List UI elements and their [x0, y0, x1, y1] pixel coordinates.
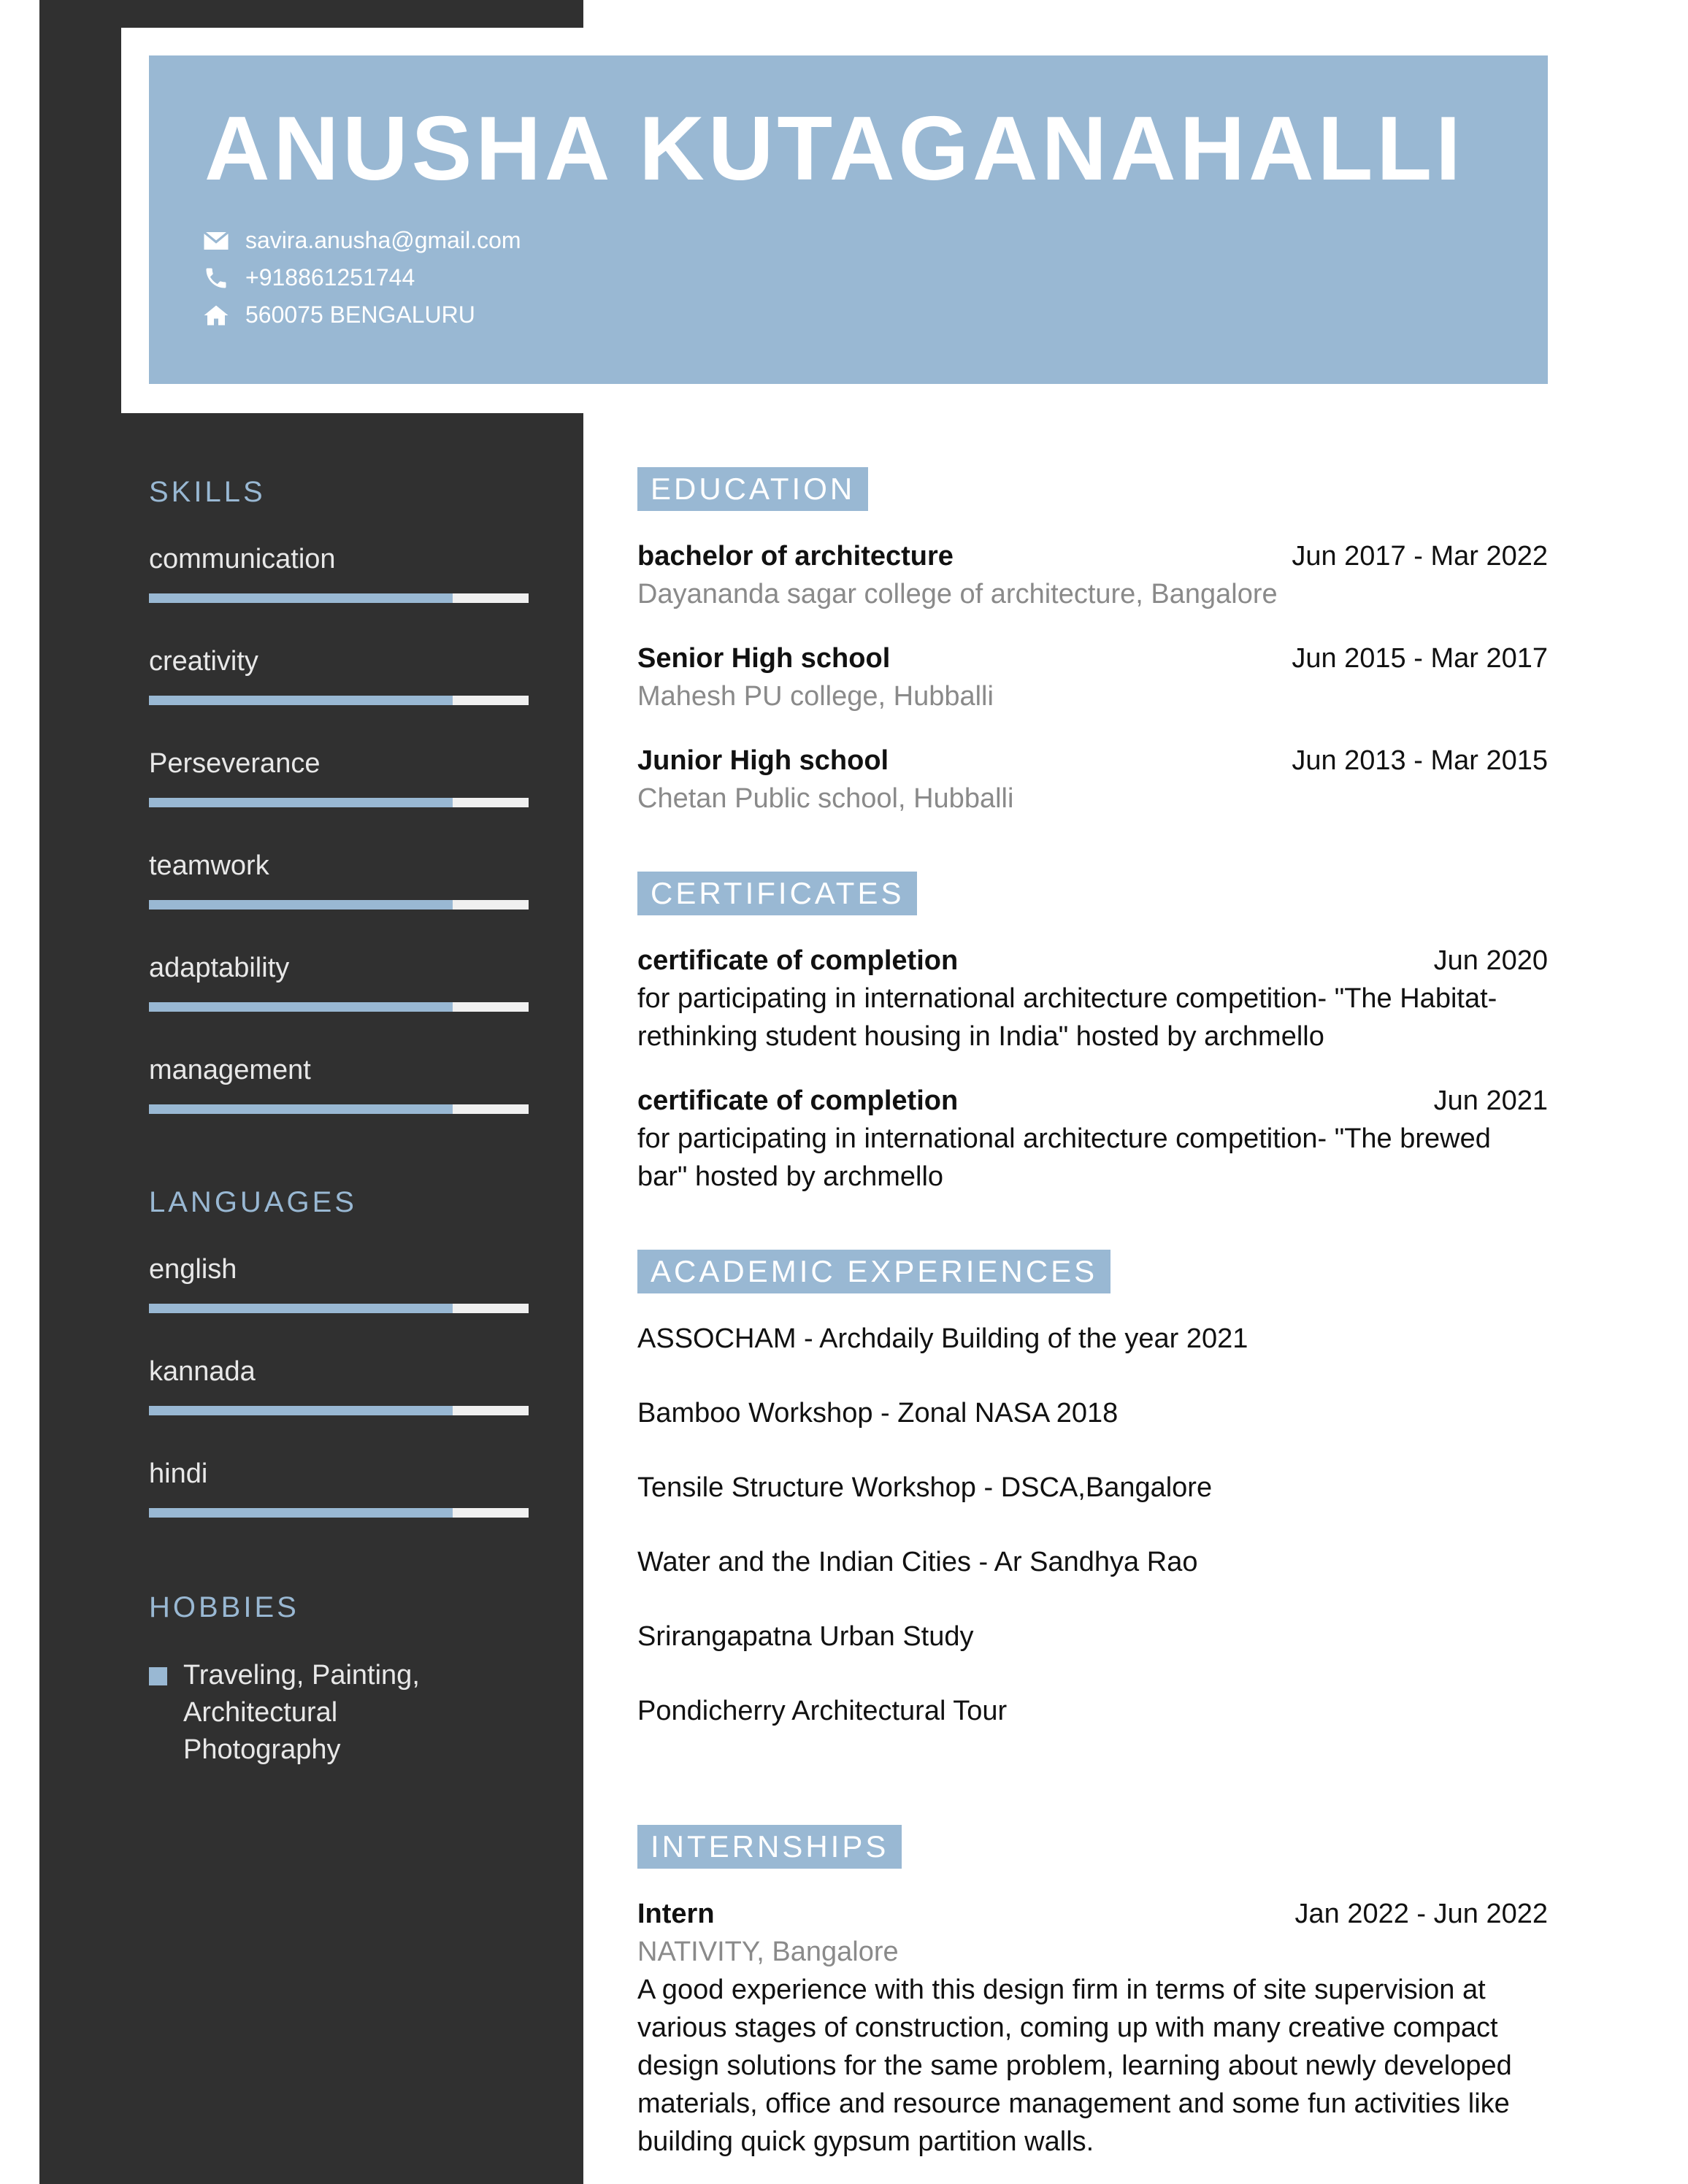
language-level-bar — [149, 1406, 529, 1415]
certificate-date: Jun 2020 — [1433, 945, 1548, 976]
envelope-icon — [203, 228, 229, 254]
skill-label: teamwork — [149, 850, 269, 881]
skill-item — [149, 1056, 529, 1158]
skill-label: management — [149, 1055, 311, 1085]
skill-level-bar — [149, 696, 529, 705]
skill-level-fill — [149, 593, 453, 603]
language-level-bar — [149, 1304, 529, 1313]
certificate-description: for participating in international architecture competition- "The Habitat-rethinking student housing in India" hosted by archmello — [637, 983, 1497, 1052]
academic-experience-item: Water and the Indian Cities - Ar Sandhya Rao — [637, 1547, 1198, 1577]
hobby-text: Traveling, Painting, Architectural Photography — [183, 1660, 420, 1765]
education-title: bachelor of architecture — [637, 541, 954, 572]
contact-address: 560075 BENGALURU — [245, 301, 475, 328]
language-item — [149, 1358, 529, 1460]
language-item — [149, 1460, 529, 1562]
academic-experience-item: Pondicherry Architectural Tour — [637, 1696, 1008, 1726]
candidate-name: ANUSHA KUTAGANAHALLI — [204, 99, 1465, 199]
contact-phone[interactable]: +918861251744 — [245, 264, 415, 291]
education-institution: Dayananda sagar college of architecture, Bangalore — [637, 579, 1278, 610]
education-entry — [637, 742, 1548, 818]
internship-title: Intern — [637, 1899, 715, 1929]
education-date: Jun 2015 - Mar 2017 — [1292, 643, 1548, 674]
skill-item — [149, 545, 529, 647]
skill-level-fill — [149, 1104, 453, 1114]
skill-level-fill — [149, 798, 453, 807]
internship-description: A good experience with this design firm in terms of site supervision at various stages of construction, coming up with many creative compact design solutions for the same problem, learning about newly developed materials, office and resource management and some fun activities like building quick gypsum partition walls. — [637, 1975, 1512, 2157]
skill-item — [149, 647, 529, 750]
language-level-fill — [149, 1508, 453, 1518]
academic-experiences-heading: ACADEMIC EXPERIENCES — [637, 1250, 1110, 1293]
skill-item — [149, 750, 529, 852]
certificate-entry — [637, 1082, 1548, 1196]
skill-level-bar — [149, 1002, 529, 1012]
hobbies-section — [149, 1593, 529, 1769]
skill-level-bar — [149, 798, 529, 807]
language-label: english — [149, 1254, 237, 1285]
contact-phone-row — [203, 259, 521, 296]
certificates-heading: CERTIFICATES — [637, 872, 917, 915]
certificate-date: Jun 2021 — [1433, 1085, 1548, 1116]
education-entry — [637, 639, 1548, 715]
education-date: Jun 2017 - Mar 2022 — [1292, 541, 1548, 572]
education-title: Junior High school — [637, 745, 889, 776]
education-institution: Mahesh PU college, Hubballi — [637, 681, 994, 712]
skills-heading: SKILLS — [149, 476, 266, 508]
education-institution: Chetan Public school, Hubballi — [637, 783, 1014, 814]
internships-section — [637, 1825, 1548, 2161]
home-icon — [203, 302, 229, 328]
skill-label: creativity — [149, 646, 258, 677]
academic-experiences-section — [637, 1250, 1548, 1766]
skill-level-bar — [149, 900, 529, 910]
language-level-fill — [149, 1304, 453, 1313]
skill-item — [149, 852, 529, 954]
skills-section — [149, 477, 529, 1158]
education-date: Jun 2013 - Mar 2015 — [1292, 745, 1548, 776]
skill-label: communication — [149, 544, 336, 574]
academic-experience-item: Tensile Structure Workshop - DSCA,Bangalore — [637, 1472, 1213, 1503]
internships-heading: INTERNSHIPS — [637, 1825, 902, 1869]
internship-entry — [637, 1895, 1548, 2161]
square-bullet-icon — [149, 1667, 167, 1685]
hobbies-heading: HOBBIES — [149, 1591, 299, 1623]
language-level-bar — [149, 1508, 529, 1518]
contact-address-row — [203, 296, 521, 334]
certificate-entry — [637, 942, 1548, 1056]
languages-section — [149, 1188, 529, 1562]
academic-experience-item: Bamboo Workshop - Zonal NASA 2018 — [637, 1398, 1119, 1429]
contact-email[interactable]: savira.anusha@gmail.com — [245, 227, 521, 253]
certificate-title: certificate of completion — [637, 945, 959, 976]
language-label: kannada — [149, 1356, 256, 1387]
skill-label: Perseverance — [149, 748, 321, 779]
education-title: Senior High school — [637, 643, 891, 674]
education-heading: EDUCATION — [637, 467, 868, 511]
certificate-description: for participating in international architecture competition- "The brewed bar" hosted by archmello — [637, 1123, 1491, 1192]
skill-level-bar — [149, 593, 529, 603]
contact-email-row — [203, 222, 521, 259]
language-level-fill — [149, 1406, 453, 1415]
language-label: hindi — [149, 1458, 208, 1489]
internship-date: Jan 2022 - Jun 2022 — [1294, 1899, 1548, 1929]
skill-level-bar — [149, 1104, 529, 1114]
languages-heading: LANGUAGES — [149, 1186, 357, 1218]
education-section — [637, 467, 1548, 818]
hobby-item — [149, 1657, 529, 1769]
skill-label: adaptability — [149, 953, 290, 983]
academic-experience-item: ASSOCHAM - Archdaily Building of the year 2021 — [637, 1323, 1248, 1354]
language-item — [149, 1256, 529, 1358]
skill-level-fill — [149, 900, 453, 910]
skill-level-fill — [149, 1002, 453, 1012]
academic-experience-item: Srirangapatna Urban Study — [637, 1621, 974, 1652]
certificates-section — [637, 872, 1548, 1196]
skill-level-fill — [149, 696, 453, 705]
contact-info — [203, 222, 521, 334]
education-entry — [637, 537, 1548, 613]
internship-company: NATIVITY, Bangalore — [637, 1937, 899, 1967]
skill-item — [149, 954, 529, 1056]
phone-icon — [203, 265, 229, 291]
certificate-title: certificate of completion — [637, 1085, 959, 1116]
header — [149, 55, 1548, 384]
